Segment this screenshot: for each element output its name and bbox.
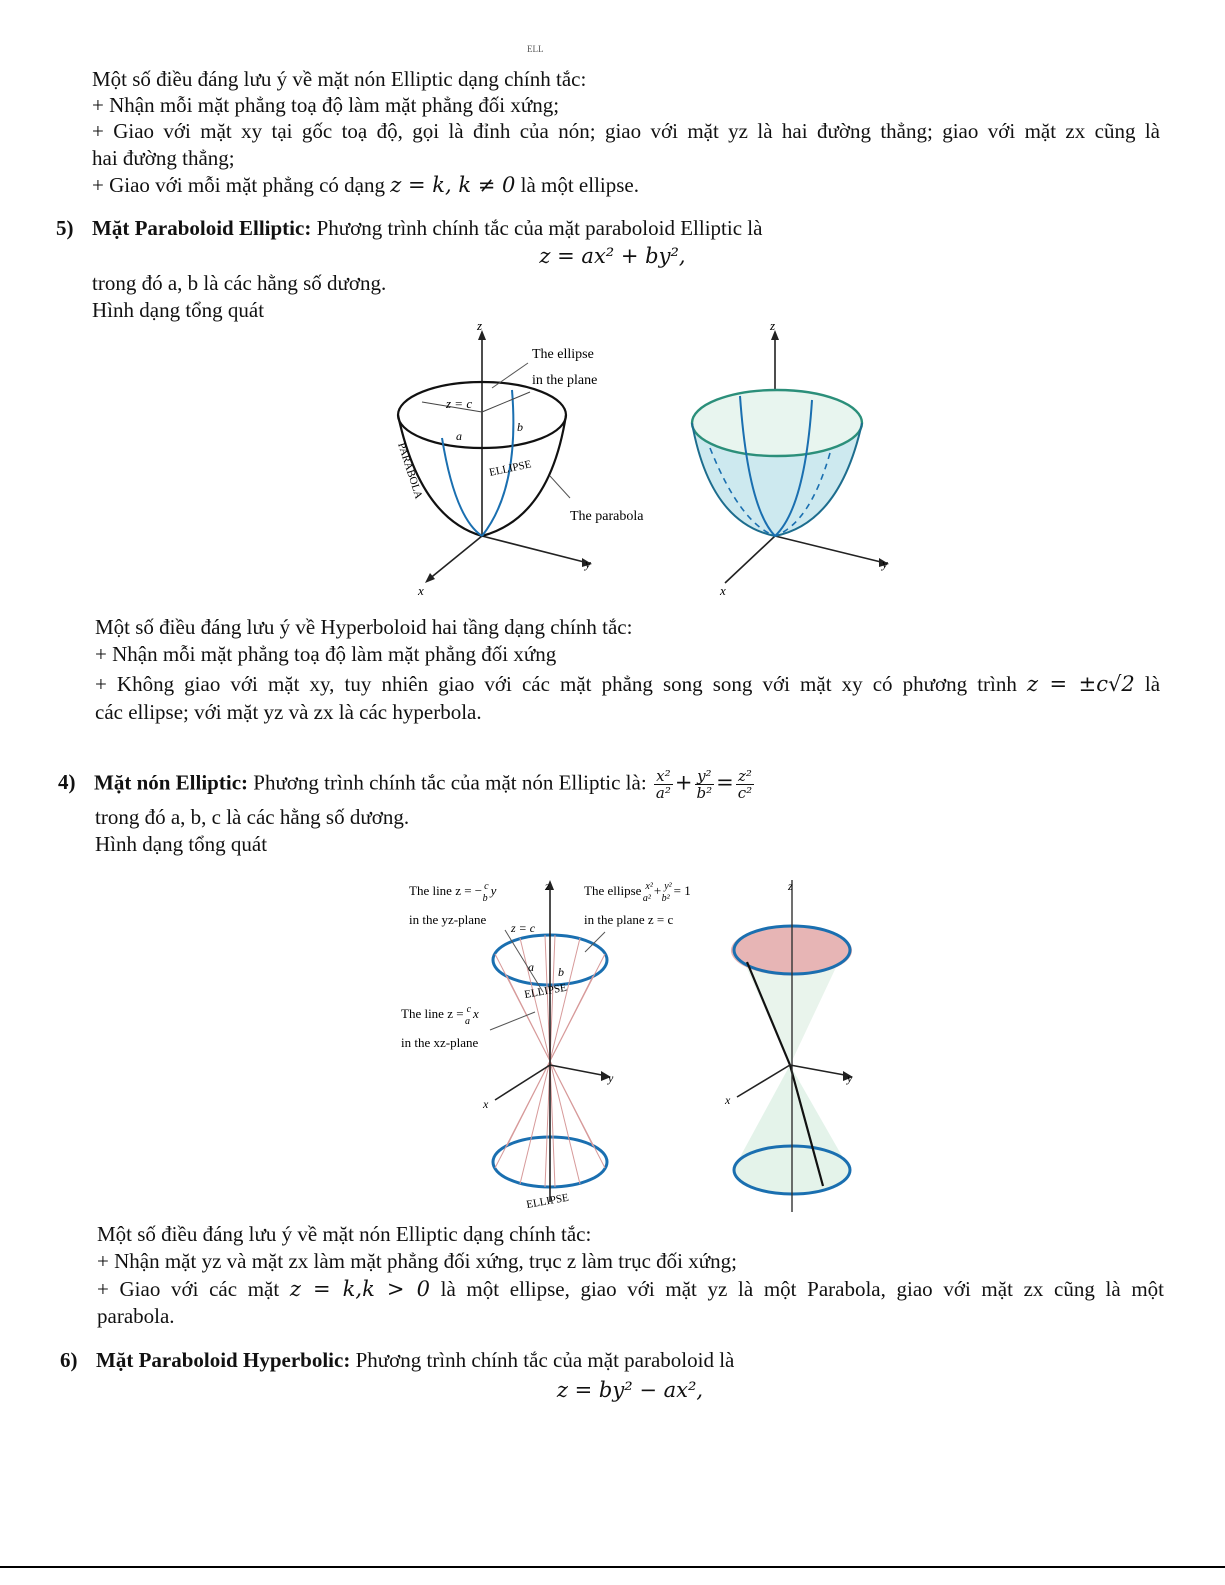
- z-axis-label-left: z: [477, 318, 483, 333]
- paraboloid-right-diagram: [692, 318, 889, 598]
- top-ellipse-right: [692, 390, 862, 456]
- cone-notes-item-1: + Nhận mặt yz và mặt zx làm mặt phẳng đối xứng, trục z làm trục đối xứng;: [97, 1249, 737, 1273]
- section-6-equation: z = by² − ax²,: [556, 1378, 704, 1402]
- section-6-heading: [60, 1347, 734, 1373]
- cone-ellipse-plane: in the plane z = c: [584, 912, 674, 927]
- parabola-word-label: PARABOLA: [395, 441, 425, 501]
- intro-notes-item-3: + Giao với mỗi mặt phẳng có dạng z = k, k ≠ 0 là một ellipse.: [92, 173, 640, 197]
- page-top-mark: ELL: [527, 44, 544, 54]
- ellipse-label-2: in the plane: [532, 373, 598, 388]
- paraboloid-left-diagram: [395, 318, 644, 598]
- hyperboloid-notes-item-1: + Nhận mỗi mặt phẳng toạ độ làm mặt phẳng đối xứng: [95, 642, 557, 666]
- x-axis-label-right: x: [720, 583, 726, 598]
- intro-notes-title: Một số điều đáng lưu ý về mặt nón Elliptic dạng chính tắc:: [92, 67, 587, 91]
- y-axis-label-right: y: [882, 556, 888, 571]
- cone-notes-item-2-cont: parabola.: [97, 1304, 175, 1328]
- cone-notes-title: Một số điều đáng lưu ý về mặt nón Elliptic dạng chính tắc:: [97, 1222, 592, 1246]
- x-axis-label-left: x: [418, 583, 424, 598]
- intro-notes-item-1: + Nhận mỗi mặt phẳng toạ độ làm mặt phẳng đối xứng;: [92, 93, 560, 117]
- page-bottom-rule: [0, 1566, 1225, 1568]
- section-4-text: Phương trình chính tắc của mặt nón Elliptic là:: [253, 770, 647, 795]
- cone-line1-label: The line z = − $^c$ by: [409, 881, 497, 904]
- y-axis-cone: [550, 1065, 607, 1076]
- semi-axis-b-left: [482, 392, 530, 412]
- semi-axis-b-label: b: [517, 420, 523, 434]
- z-eq-c-label: z = c: [446, 396, 473, 411]
- z-axis-label-cone: z: [545, 879, 550, 893]
- cone-figure: [395, 872, 865, 1217]
- section-5-constants: trong đó a, b là các hằng số dương.: [92, 271, 387, 295]
- cone-line1-plane: in the yz-plane: [409, 912, 487, 927]
- x-axis-label-cone: x: [483, 1097, 489, 1111]
- cone-ellipse-label: The ellipse $^{x^2}$ a²+ $^{y^2}$ b²= 1: [584, 881, 691, 904]
- section-4-heading: 4) Mặt nón Elliptic: Phương trình chính tắc của mặt nón Elliptic là: $\frac{\text{x²}}{\text{a²}}$ + $\frac{\text{y²}}{\text{b²}}$ = $\frac{\text{z²}}{\text{c²}}$: [58, 767, 753, 802]
- cone-notes-math: z = k,k > 0: [289, 1277, 430, 1301]
- ellipse-word-label: ELLIPSE: [488, 458, 533, 479]
- cone-b-label: b: [558, 965, 564, 979]
- intro-notes-item-2: + Giao với mặt xy tại gốc toạ độ, gọi là đỉnh của nón; giao với mặt yz là hai đường thẳng; giao với mặt zx cũng là: [92, 119, 1160, 143]
- section-6-text: Phương trình chính tắc của mặt paraboloid là: [355, 1348, 735, 1372]
- x-axis-left: [428, 536, 482, 580]
- section-4-eq-frac-y: $\frac{\text{y²}}{\text{b²}}$: [696, 767, 713, 802]
- section-4-eq-frac-x: $\frac{\text{x²}}{\text{a²}}$: [655, 767, 671, 802]
- section-4-constants: trong đó a, b, c là các hằng số dương.: [95, 805, 410, 829]
- parabola-label: The parabola: [570, 509, 644, 524]
- x-axis-right: [725, 536, 775, 583]
- section-5-equation: z = ax² + by²,: [539, 244, 686, 268]
- y-axis-left: [482, 536, 588, 563]
- y-axis-label-left: y: [585, 556, 591, 571]
- hyperboloid-notes-item-2-cont: các ellipse; với mặt yz và zx là các hyperbola.: [95, 700, 482, 724]
- z-axis-label-right: z: [770, 318, 776, 333]
- x-axis-label-cone-right: x: [725, 1093, 731, 1107]
- section-4-number: 4): [58, 770, 76, 795]
- cone-notes-item-2: + Giao với các mặt z = k,k > 0 là một ellipse, giao với mặt yz là một Parabola, giao với mặt zx cũng là một: [97, 1277, 1165, 1301]
- hyperboloid-notes-title: Một số điều đáng lưu ý về Hyperboloid hai tầng dạng chính tắc:: [95, 615, 633, 639]
- z-axis-label-cone-right: z: [788, 879, 793, 893]
- paraboloid-figure: [380, 318, 920, 603]
- line2-leader: [490, 1012, 535, 1030]
- cone-line2-plane: in the xz-plane: [401, 1035, 479, 1050]
- section-5-title: Mặt Paraboloid Elliptic:: [92, 216, 312, 240]
- y-axis-label-cone-right: y: [847, 1071, 853, 1085]
- cone-line2-label: The line z = $^c$ ax: [401, 1004, 479, 1027]
- y-axis-right: [775, 536, 885, 563]
- semi-axis-a-label: a: [456, 429, 462, 443]
- section-5-heading: [56, 215, 762, 241]
- section-6-title: Mặt Paraboloid Hyperbolic:: [96, 1348, 351, 1372]
- cone-ellipse-word-top: ELLIPSE: [523, 981, 568, 1001]
- section-5-text: Phương trình chính tắc của mặt paraboloid Elliptic là: [316, 216, 763, 240]
- cone-ellipse-word-bottom: ELLIPSE: [525, 1191, 570, 1211]
- parabola-leader-line: [550, 476, 570, 498]
- intro-notes-item-3-math: z = k, k ≠ 0: [390, 173, 516, 197]
- cone-left-diagram: [401, 879, 691, 1211]
- intro-notes-item-2-cont: hai đường thẳng;: [92, 146, 235, 170]
- hyperboloid-notes-item-2: + Không giao với mặt xy, tuy nhiên giao với các mặt phẳng song song với mặt xy có phương trình z = ±c√2 là: [95, 672, 1161, 696]
- section-4-shape-label: Hình dạng tổng quát: [95, 832, 268, 856]
- cone-z-eq-c: z = c: [511, 921, 536, 935]
- section-5-shape-label: Hình dạng tổng quát: [92, 298, 265, 322]
- cone-a-label: a: [528, 960, 534, 974]
- parabola-curve-xz: [442, 438, 482, 536]
- cone-right-diagram: [724, 879, 853, 1212]
- section-6-number: 6): [60, 1348, 78, 1372]
- section-4-eq-frac-z: $\frac{\text{z²}}{\text{c²}}$: [737, 767, 753, 802]
- y-axis-label-cone: y: [608, 1071, 614, 1085]
- ellipse-label-1: The ellipse: [532, 347, 594, 362]
- section-5-number: 5): [56, 216, 74, 240]
- hyperboloid-notes-math: z = ±c√2: [1026, 672, 1135, 696]
- section-4-title: Mặt nón Elliptic:: [94, 770, 249, 795]
- y-axis-cone-right: [790, 1065, 850, 1076]
